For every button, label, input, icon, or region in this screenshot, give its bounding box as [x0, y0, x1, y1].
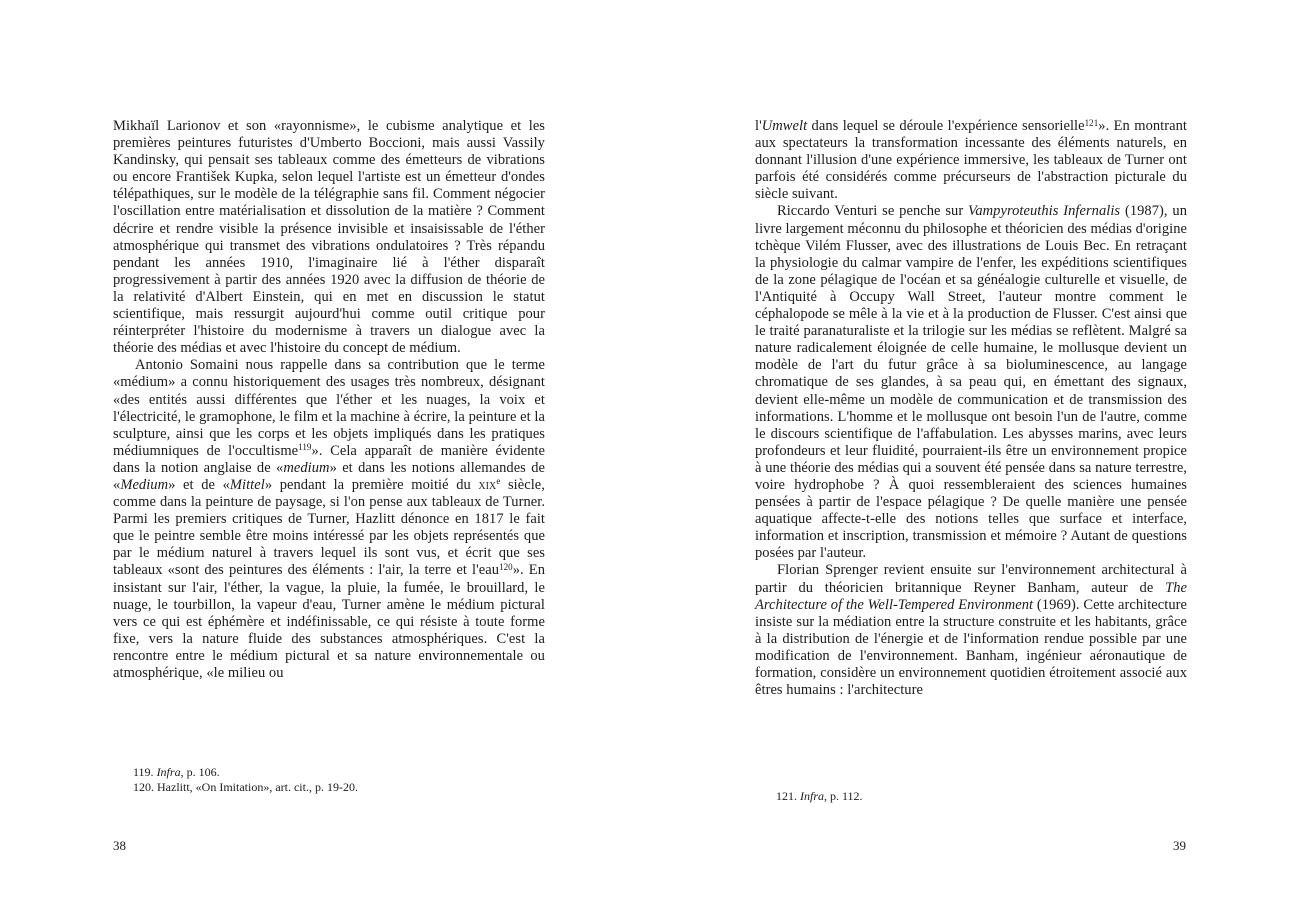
right-page-text-column: [755, 118, 1187, 699]
footnote: 120. Hazlitt, «On Imitation», art. cit., p. 19-20.: [133, 780, 358, 795]
right-page-number: 39: [1173, 838, 1186, 853]
paragraph: Mikhaïl Larionov et son «rayonnisme», le cubisme analytique et les premières peintures futuristes d'Umberto Boccioni, mais aussi Vassily Kandinsky, qui pensait ses tableaux comme des émetteurs de vibrations ou encore František Kupka, selon lequel l'artiste est un émetteur d'ondes télépathiques, sur le modèle de la télégraphie sans fil. Comment négocier l'oscillation entre matérialisation et dissolution de la matière ? Comment décrire et rendre visible la présence invisible et insaisissable de l'éther atmosphérique qui transmet des vibrations ondulatoires ? Très répandu pendant les années 1910, l'imaginaire lié à l'éther disparaît progressivement à partir des années 1920 avec la diffusion de théorie de la relativité d'Albert Einstein, qui en met en discussion le statut scientifique, mais ressurgit aujourd'hui comme outil critique pour réinterpréter l'histoire du modernisme à travers un dialogue avec la théorie des médias et avec l'histoire du concept de médium.: [113, 118, 545, 357]
paragraph: Antonio Somaini nous rappelle dans sa contribution que le terme «médium» a connu historiquement des usages très nombreux, désignant «des entités aussi différentes que l'éther et les nuages, la voix et l'électricité, le gramophone, le film et la machine à écrire, la peinture et la sculpture, ainsi que les corps et les objets impliqués dans les pratiques médiumniques de l'occultisme$^{119}$». Cela apparaît de manière évidente dans la notion anglaise de «medium» et dans les notions allemandes de «Medium» et de «Mittel» pendant la première moitié du xix$^e$ siècle, comme dans la peinture de paysage, si l'on pense aux tableaux de Turner. Parmi les premiers critiques de Turner, Hazlitt dénonce en 1817 le fait que le peintre semble être moins intéressé par les objets représentés que par le médium naturel à travers lequel ils sont vus, et écrit que ses tableaux «sont des peintures des éléments : l'air, la terre et l'eau$^{120}$». En insistant sur l'air, l'éther, la vague, la pluie, la fumée, le brouillard, le nuage, le tourbillon, la vapeur d'eau, Turner amène le médium pictural vers ce qui est éphémère et indéfinissable, ce qui résiste à toute forme fixe, vers la nature fluide des substances atmosphériques. C'est la rencontre entre le médium pictural et sa nature environnementale ou atmosphérique, «le milieu ou: [113, 357, 545, 681]
right-page-footnotes: [776, 789, 1196, 804]
paragraph: Riccardo Venturi se penche sur Vampyroteuthis Infernalis (1987), un livre largement méconnu du philosophe et théoricien des médias d'origine tchèque Vilém Flusser, avec des illustrations de Louis Bec. En retraçant la physiologie du calmar vampire de l'enfer, les expéditions scientifiques de la zone pélagique de l'océan et sa généalogie culturelle et visuelle, de l'Antiquité à Occupy Wall Street, l'auteur montre comment le céphalopode se mêle à la vie et à la production de Flusser. C'est ainsi que le traité paranaturaliste et la trilogie sur les médias se reflètent. Malgré sa nature radicalement éloignée de celle humaine, le mollusque devient un modèle de l'art du futur grâce à sa bioluminescence, au langage chromatique de ses glandes, à sa peau qui, en émettant des signaux, devient elle-même un modèle de communication et de transmission des informations. L'homme et le mollusque ont besoin l'un de l'autre, comme le discours scientifique de l'affabulation. Les abysses marins, avec leurs profondeurs et leur fluidité, pourraient-ils être un environnement propice à une théorie des médias qui a souvent été pensée dans sa nature terrestre, voire hydrophobe ? À quoi ressembleraient des sciences humaines pensées à partir de l'espace pélagique ? De quelle manière une pensée aquatique affecte-t-elle des notions telles que surface et interface, information et inscription, transmission et mémoire ? Autant de questions posées par l'auteur.: [755, 203, 1188, 562]
left-page-number: 38: [113, 838, 126, 853]
paragraph: Florian Sprenger revient ensuite sur l'environnement architectural à partir du théoricien britannique Reyner Banham, auteur de The Architecture of the Well-Tempered Environment (1969). Cette architecture insiste sur la médiation entre la structure construite et les habitants, grâce à la distribution de l'énergie et de l'information rendue possible par une modification de l'environnement. Banham, ingénieur aéronautique de formation, considère un environnement quotidien étroitement associé aux êtres humains : l'architecture: [755, 562, 1188, 699]
left-page-text-column: [113, 118, 545, 682]
paragraph: l'Umwelt dans lequel se déroule l'expérience sensorielle$^{121}$». En montrant aux spectateurs la transformation incessante des éléments naturels, en donnant l'illusion d'une expérience immersive, les tableaux de Turner ont parfois été considérés comme précurseurs de l'abstraction picturale du siècle suivant.: [755, 117, 1187, 203]
left-page-footnotes: [133, 765, 553, 795]
footnote: 121. Infra, p. 112.: [776, 789, 863, 803]
footnote: 119. Infra, p. 106.: [133, 765, 220, 779]
